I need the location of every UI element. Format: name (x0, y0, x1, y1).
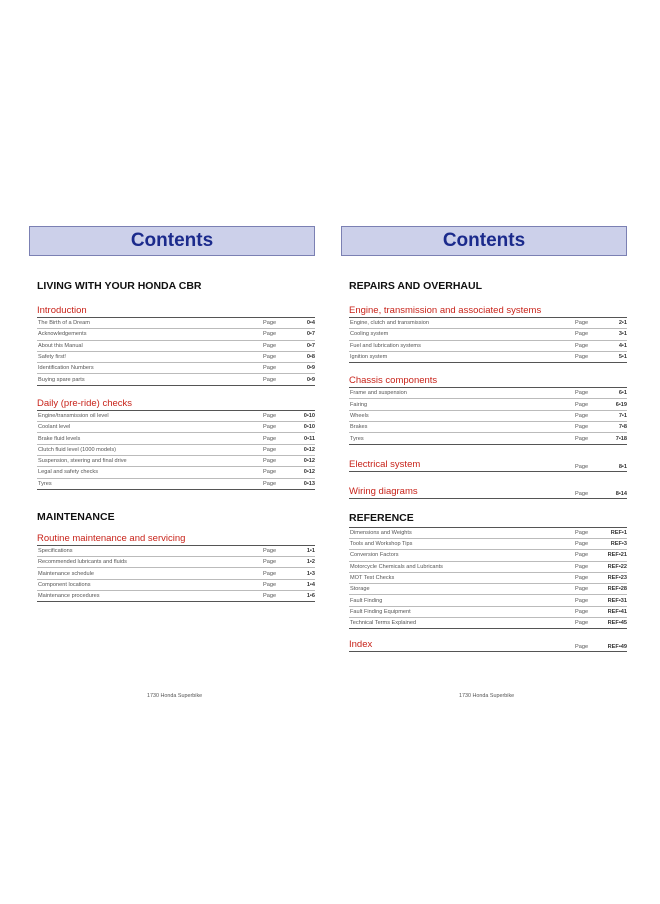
page-number: 5•1 (618, 354, 627, 361)
page-number: REF•31 (607, 597, 627, 604)
group-title: Daily (pre-ride) checks (37, 398, 315, 411)
toc-entry-title: Identification Numbers (38, 365, 94, 372)
group-index (349, 639, 627, 652)
toc-entry-title: Fault Finding (350, 597, 383, 604)
page-number: 3•1 (618, 331, 627, 338)
toc-row (349, 422, 627, 433)
page-number: 4•1 (618, 342, 627, 349)
toc-entry-title: Tyres (350, 435, 364, 442)
page-number: 8•1 (618, 463, 627, 470)
page-number: 1•1 (306, 548, 315, 554)
toc-row (37, 557, 315, 568)
toc-entry-title: Legal and safety checks (38, 469, 99, 476)
page-label: Page (575, 331, 589, 338)
group-daily-checks (37, 398, 315, 490)
page-label: Page (575, 342, 589, 349)
toc-row (37, 433, 315, 444)
toc-entry-title: Maintenance procedures (38, 593, 100, 600)
toc-row (37, 374, 315, 385)
contents-banner (341, 226, 627, 256)
page-label: Page (575, 575, 589, 581)
page-number: 1•2 (306, 559, 315, 566)
toc-entry-title: Specifications (38, 548, 73, 554)
page-label: Page (263, 376, 277, 383)
toc-entry-title: Suspension, steering and final drive (38, 458, 127, 465)
page-label: Page (263, 435, 277, 442)
page-label: Page (263, 446, 277, 453)
toc-list (349, 527, 627, 630)
page-label: Page (263, 412, 277, 419)
toc-row (349, 399, 627, 410)
toc-row (37, 580, 315, 591)
toc-row (349, 618, 627, 629)
toc-entry-title: Maintenance schedule (38, 570, 94, 577)
page-number: REF•1 (610, 529, 627, 536)
group-engine (349, 305, 627, 363)
toc-entry-title: Wheels (350, 412, 369, 419)
page-label: Page (575, 586, 589, 593)
page-label: Page (263, 469, 277, 476)
group-routine-maintenance (37, 533, 315, 602)
toc-row (37, 467, 315, 478)
page-number: 1•4 (306, 581, 315, 588)
page-label: Page (263, 559, 277, 566)
page-number: 0•10 (303, 424, 315, 431)
toc-row (37, 422, 315, 433)
toc-row (349, 341, 627, 352)
toc-row (37, 479, 315, 490)
page-label: Page (575, 608, 589, 615)
page-number: REF•28 (607, 586, 627, 593)
page-number: 0•13 (303, 480, 315, 487)
page-number: 7•18 (615, 435, 627, 442)
page-label: Page (263, 365, 277, 372)
toc-entry-electrical (349, 459, 627, 472)
section-heading-living: LIVING WITH YOUR HONDA CBR (37, 280, 202, 292)
page-number: REF•21 (607, 552, 627, 559)
toc-row (349, 388, 627, 399)
page-number: REF•23 (607, 575, 627, 581)
group-chassis (349, 375, 627, 444)
toc-entry-title: Clutch fluid level (1000 models) (38, 446, 117, 453)
section-heading-maintenance: MAINTENANCE (37, 510, 115, 523)
toc-row (37, 411, 315, 422)
page-number: 0•4 (306, 320, 315, 327)
page-number: 0•9 (306, 376, 315, 383)
page-label: Page (263, 331, 277, 338)
contents-banner (29, 226, 315, 256)
toc-entry-title: MOT Test Checks (350, 575, 395, 581)
page-label: Page (263, 570, 277, 577)
page-number: 0•8 (306, 354, 315, 361)
toc-row (37, 445, 315, 456)
toc-entry-wiring (349, 486, 627, 499)
page-label: Page (575, 412, 589, 419)
page-label: Page (263, 581, 277, 588)
group-title-text: Electrical system (349, 458, 421, 470)
toc-row (349, 562, 627, 573)
section-heading-reference: REFERENCE (349, 511, 414, 524)
toc-entry-title: Tyres (38, 480, 52, 487)
toc-entry-title: Fault Finding Equipment (350, 608, 411, 615)
toc-entry-title: Acknowledgements (38, 331, 87, 338)
toc-entry-title: Engine/transmission oil level (38, 412, 109, 419)
toc-row (37, 318, 315, 329)
page-number: 2•1 (618, 320, 627, 327)
page-number: REF•45 (607, 620, 627, 627)
page-number: 0•7 (306, 342, 315, 349)
page-label: Page (575, 401, 589, 408)
page-label: Page (575, 552, 589, 559)
group-title: Chassis components (349, 375, 627, 388)
toc-entry-title: Fuel and lubrication systems (350, 342, 421, 349)
toc-entry-index (349, 639, 627, 652)
toc-row (349, 528, 627, 539)
toc-row (349, 607, 627, 618)
page-label: Page (263, 593, 277, 600)
toc-row (349, 595, 627, 606)
toc-row (349, 352, 627, 363)
page-label: Page (575, 424, 589, 431)
group-introduction (37, 305, 315, 386)
page-label: Page (575, 490, 589, 497)
page-number: 6•19 (615, 401, 627, 408)
toc-row (349, 539, 627, 550)
page-number: 6•1 (618, 390, 627, 397)
page-label: Page (263, 354, 277, 361)
toc-row (349, 329, 627, 340)
toc-entry-title: Dimensions and Weights (350, 529, 412, 536)
toc-entry-title: Frame and suspension (350, 390, 407, 397)
toc-entry-title: Fairing (350, 401, 368, 408)
group-electrical (349, 459, 627, 472)
group-wiring (349, 486, 627, 499)
group-title: Routine maintenance and servicing (37, 533, 315, 546)
page-label: Page (263, 342, 277, 349)
page-number: REF•49 (607, 644, 627, 651)
group-title-text: Index (349, 639, 373, 651)
toc-list (37, 318, 315, 386)
page-label: Page (263, 548, 277, 554)
page-number: 7•8 (618, 424, 627, 431)
toc-entry-title: About this Manual (38, 342, 83, 349)
page-number: 0•11 (304, 435, 315, 442)
toc-entry-title: Recommended lubricants and fluids (38, 559, 127, 566)
page-label: Page (575, 529, 589, 536)
page-label: Page (575, 597, 589, 604)
page-number: 0•10 (303, 412, 315, 419)
page-number: 0•12 (303, 469, 315, 476)
toc-row (37, 568, 315, 579)
left-page (29, 226, 315, 602)
page-number: REF•3 (610, 541, 627, 548)
page-label: Page (575, 435, 589, 442)
page-label: Page (575, 644, 589, 651)
group-title: Introduction (37, 305, 315, 318)
page-label: Page (575, 354, 589, 361)
page-label: Page (575, 390, 589, 397)
contents-title: Contents (130, 230, 214, 251)
toc-entry-title: Component locations (38, 581, 91, 588)
group-reference (349, 527, 627, 630)
page-label: Page (575, 463, 589, 470)
group-title: Engine, transmission and associated systems (349, 305, 627, 318)
page-number: 8•14 (615, 490, 627, 497)
page-number: 0•9 (306, 365, 315, 372)
page-label: Page (263, 480, 277, 487)
page-footer: 1730 Honda Superbike (147, 693, 203, 699)
toc-entry-title: Brakes (350, 424, 368, 431)
toc-list (37, 411, 315, 490)
toc-row (349, 411, 627, 422)
toc-entry-title: Buying spare parts (38, 376, 85, 383)
page-label: Page (263, 458, 277, 465)
page-number: REF•41 (607, 608, 627, 615)
toc-row (349, 573, 627, 584)
toc-row (37, 329, 315, 340)
toc-row (349, 433, 627, 444)
group-title-text: Wiring diagrams (349, 485, 418, 497)
page-number: 1•6 (306, 593, 315, 600)
toc-list (349, 388, 627, 444)
toc-entry-title: Conversion Factors (350, 552, 399, 559)
toc-row (37, 363, 315, 374)
toc-entry-title: Cooling system (350, 331, 389, 338)
toc-row (37, 352, 315, 363)
page-number: 7•1 (618, 412, 627, 419)
page-label: Page (575, 620, 589, 627)
toc-row (37, 456, 315, 467)
page-number: 0•7 (306, 331, 315, 338)
page-number: 0•12 (303, 446, 315, 453)
toc-entry-title: Brake fluid levels (38, 435, 81, 442)
toc-list (37, 546, 315, 602)
toc-list (349, 318, 627, 363)
toc-row (37, 591, 315, 602)
contents-title: Contents (442, 230, 526, 251)
page-number: REF•22 (607, 563, 627, 570)
page-label: Page (263, 320, 277, 327)
page-label: Page (575, 563, 589, 570)
right-page (341, 226, 627, 652)
toc-entry-title: Coolant level (38, 424, 71, 431)
toc-entry-title: Safety first! (38, 354, 66, 361)
page-label: Page (575, 541, 589, 548)
toc-row (37, 546, 315, 557)
toc-row (349, 584, 627, 595)
toc-entry-title: Ignition system (350, 354, 388, 361)
toc-entry-title: The Birth of a Dream (38, 320, 90, 327)
page-label: Page (575, 320, 589, 327)
page-label: Page (263, 424, 277, 431)
toc-entry-title: Tools and Workshop Tips (350, 541, 413, 548)
page-number: 0•12 (303, 458, 315, 465)
toc-row (349, 550, 627, 561)
toc-entry-title: Engine, clutch and transmission (350, 320, 429, 327)
toc-entry-title: Motorcycle Chemicals and Lubricants (350, 563, 443, 570)
section-heading-repairs: REPAIRS AND OVERHAUL (349, 280, 483, 292)
toc-entry-title: Technical Terms Explained (350, 620, 417, 627)
toc-row (37, 341, 315, 352)
toc-entry-title: Storage (350, 586, 370, 593)
page-footer: 1730 Honda Superbike (459, 693, 515, 699)
page-number: 1•3 (306, 570, 315, 577)
toc-row (349, 318, 627, 329)
